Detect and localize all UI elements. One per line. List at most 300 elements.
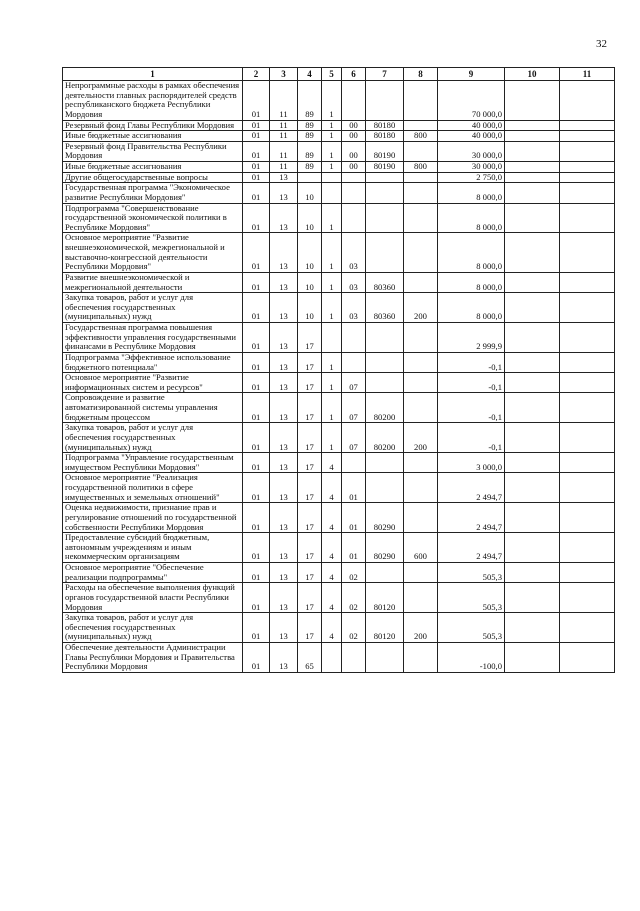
direction-code-cell: [366, 81, 404, 121]
amount-cell: -0,1: [438, 352, 505, 372]
amount-cell: 2 999,9: [438, 323, 505, 353]
col-10-cell: [505, 643, 560, 673]
col-10-cell: [505, 183, 560, 203]
amount-cell: 8 000,0: [438, 183, 505, 203]
section-code-cell: 01: [243, 162, 270, 173]
col-11-cell: [560, 352, 615, 372]
event-code-cell: 00: [342, 141, 366, 161]
row-name-cell: Государственная программа повышения эффективности управления государственными финансами в Республике Мордовия: [63, 323, 243, 353]
col-11-cell: [560, 393, 615, 423]
amount-cell: 40 000,0: [438, 120, 505, 131]
section-code-cell: 01: [243, 203, 270, 233]
program-code-cell: 65: [298, 643, 322, 673]
direction-code-cell: [366, 563, 404, 583]
event-code-cell: 07: [342, 393, 366, 423]
amount-cell: 2 494,7: [438, 503, 505, 533]
row-name-cell: Закупка товаров, работ и услуг для обеспечения государственных (муниципальных) нужд: [63, 613, 243, 643]
program-code-cell: 89: [298, 81, 322, 121]
col-11-cell: [560, 423, 615, 453]
subprogram-code-cell: 1: [322, 162, 342, 173]
subsection-code-cell: 13: [270, 613, 298, 643]
expense-type-code-cell: 200: [404, 293, 438, 323]
subsection-code-cell: 13: [270, 643, 298, 673]
expense-type-code-cell: [404, 393, 438, 423]
direction-code-cell: 80200: [366, 423, 404, 453]
col-11-cell: [560, 81, 615, 121]
row-name-cell: Основное мероприятие "Реализация государственной политики в сфере имущественных и земельных отношений": [63, 473, 243, 503]
col-11-cell: [560, 272, 615, 292]
direction-code-cell: 80290: [366, 533, 404, 563]
row-name-cell: Расходы на обеспечение выполнения функций органов государственной власти Республики Мордовия: [63, 583, 243, 613]
amount-cell: 2 750,0: [438, 172, 505, 183]
subsection-code-cell: 13: [270, 393, 298, 423]
col-10-cell: [505, 352, 560, 372]
col-10-cell: [505, 613, 560, 643]
subprogram-code-cell: [322, 172, 342, 183]
event-code-cell: 00: [342, 131, 366, 142]
budget-table: [62, 67, 615, 673]
section-code-cell: 01: [243, 81, 270, 121]
event-code-cell: [342, 453, 366, 473]
expense-type-code-cell: [404, 323, 438, 353]
program-code-cell: 17: [298, 393, 322, 423]
expense-type-code-cell: [404, 643, 438, 673]
event-code-cell: 02: [342, 563, 366, 583]
col-10-cell: [505, 141, 560, 161]
subprogram-code-cell: [322, 183, 342, 203]
amount-cell: 8 000,0: [438, 293, 505, 323]
subprogram-code-cell: 4: [322, 473, 342, 503]
amount-cell: 8 000,0: [438, 203, 505, 233]
direction-code-cell: 80120: [366, 613, 404, 643]
amount-cell: 2 494,7: [438, 473, 505, 503]
col-10-cell: [505, 373, 560, 393]
section-code-cell: 01: [243, 453, 270, 473]
col-10-cell: [505, 172, 560, 183]
subprogram-code-cell: 1: [322, 373, 342, 393]
amount-cell: -0,1: [438, 423, 505, 453]
row-name-cell: Развитие внешнеэкономической и межрегиональной деятельности: [63, 272, 243, 292]
subsection-code-cell: 13: [270, 233, 298, 273]
amount-cell: 40 000,0: [438, 131, 505, 142]
event-code-cell: 00: [342, 162, 366, 173]
subprogram-code-cell: [322, 323, 342, 353]
col-expense-type-header: 8: [404, 68, 438, 81]
row-name-cell: Подпрограмма "Эффективное использование бюджетного потенциала": [63, 352, 243, 372]
col-amount-header: 9: [438, 68, 505, 81]
event-code-cell: 01: [342, 473, 366, 503]
col-11-cell: [560, 172, 615, 183]
event-code-cell: 07: [342, 423, 366, 453]
program-code-cell: 10: [298, 272, 322, 292]
section-code-cell: 01: [243, 643, 270, 673]
subprogram-code-cell: 1: [322, 293, 342, 323]
col-11-cell: [560, 120, 615, 131]
col-10-cell: [505, 393, 560, 423]
col-10-cell: [505, 81, 560, 121]
table-row: [63, 141, 615, 161]
expense-type-code-cell: [404, 172, 438, 183]
table-row: [63, 393, 615, 423]
col-direction-header: 7: [366, 68, 404, 81]
col-11-cell: [560, 583, 615, 613]
subsection-code-cell: 13: [270, 183, 298, 203]
subprogram-code-cell: 1: [322, 131, 342, 142]
expense-type-code-cell: 600: [404, 533, 438, 563]
table-row: [63, 423, 615, 453]
program-code-cell: 17: [298, 423, 322, 453]
program-code-cell: 10: [298, 203, 322, 233]
row-name-cell: Другие общегосударственные вопросы: [63, 172, 243, 183]
program-code-cell: 17: [298, 503, 322, 533]
expense-type-code-cell: [404, 563, 438, 583]
row-name-cell: Иные бюджетные ассигнования: [63, 162, 243, 173]
program-code-cell: 17: [298, 323, 322, 353]
col-11-cell: [560, 323, 615, 353]
event-code-cell: 03: [342, 233, 366, 273]
col-10-cell: [505, 533, 560, 563]
col-name-header: 1: [63, 68, 243, 81]
col-11-header: 11: [560, 68, 615, 81]
amount-cell: 3 000,0: [438, 453, 505, 473]
subsection-code-cell: 13: [270, 473, 298, 503]
section-code-cell: 01: [243, 533, 270, 563]
table-row: [63, 272, 615, 292]
expense-type-code-cell: [404, 203, 438, 233]
program-code-cell: 89: [298, 162, 322, 173]
col-subprogram-header: 5: [322, 68, 342, 81]
section-code-cell: 01: [243, 293, 270, 323]
col-10-cell: [505, 453, 560, 473]
subsection-code-cell: 13: [270, 503, 298, 533]
direction-code-cell: [366, 172, 404, 183]
col-10-cell: [505, 162, 560, 173]
row-name-cell: Основное мероприятие "Обеспечение реализации подпрограммы": [63, 563, 243, 583]
expense-type-code-cell: [404, 183, 438, 203]
subsection-code-cell: 13: [270, 453, 298, 473]
event-code-cell: [342, 203, 366, 233]
col-11-cell: [560, 453, 615, 473]
row-name-cell: Иные бюджетные ассигнования: [63, 131, 243, 142]
direction-code-cell: 80120: [366, 583, 404, 613]
expense-type-code-cell: 200: [404, 613, 438, 643]
program-code-cell: 17: [298, 373, 322, 393]
subprogram-code-cell: 1: [322, 203, 342, 233]
program-code-cell: 17: [298, 533, 322, 563]
subsection-code-cell: 13: [270, 293, 298, 323]
direction-code-cell: 80360: [366, 293, 404, 323]
event-code-cell: 03: [342, 293, 366, 323]
section-code-cell: 01: [243, 393, 270, 423]
col-11-cell: [560, 131, 615, 142]
expense-type-code-cell: [404, 453, 438, 473]
col-10-cell: [505, 423, 560, 453]
amount-cell: -0,1: [438, 393, 505, 423]
subprogram-code-cell: 1: [322, 423, 342, 453]
amount-cell: 8 000,0: [438, 272, 505, 292]
row-name-cell: Основное мероприятие "Развитие информационных систем и ресурсов": [63, 373, 243, 393]
direction-code-cell: 80180: [366, 131, 404, 142]
subsection-code-cell: 13: [270, 423, 298, 453]
table-row: [63, 503, 615, 533]
table-row: [63, 131, 615, 142]
section-code-cell: 01: [243, 373, 270, 393]
subprogram-code-cell: 1: [322, 233, 342, 273]
subprogram-code-cell: 1: [322, 393, 342, 423]
subsection-code-cell: 13: [270, 323, 298, 353]
direction-code-cell: [366, 352, 404, 372]
expense-type-code-cell: [404, 503, 438, 533]
table-row: [63, 323, 615, 353]
table-row: [63, 352, 615, 372]
col-10-cell: [505, 203, 560, 233]
direction-code-cell: 80290: [366, 503, 404, 533]
direction-code-cell: [366, 373, 404, 393]
program-code-cell: 17: [298, 473, 322, 503]
section-code-cell: 01: [243, 172, 270, 183]
subsection-code-cell: 13: [270, 172, 298, 183]
direction-code-cell: [366, 643, 404, 673]
col-11-cell: [560, 563, 615, 583]
expense-type-code-cell: [404, 120, 438, 131]
row-name-cell: Резервный фонд Правительства Республики Мордовия: [63, 141, 243, 161]
table-body: [63, 81, 615, 673]
expense-type-code-cell: 200: [404, 423, 438, 453]
subsection-code-cell: 11: [270, 81, 298, 121]
row-name-cell: Предоставление субсидий бюджетным, автономным учреждениям и иным некоммерческим организациям: [63, 533, 243, 563]
expense-type-code-cell: [404, 272, 438, 292]
table-row: [63, 563, 615, 583]
section-code-cell: 01: [243, 583, 270, 613]
table-row: [63, 162, 615, 173]
table-row: [63, 233, 615, 273]
header-row: [63, 68, 615, 81]
col-10-cell: [505, 473, 560, 503]
col-10-cell: [505, 272, 560, 292]
subprogram-code-cell: 1: [322, 141, 342, 161]
section-code-cell: 01: [243, 141, 270, 161]
table-row: [63, 293, 615, 323]
subsection-code-cell: 13: [270, 563, 298, 583]
subsection-code-cell: 11: [270, 131, 298, 142]
direction-code-cell: [366, 183, 404, 203]
section-code-cell: 01: [243, 473, 270, 503]
page-number: 32: [596, 38, 607, 50]
col-program-header: 4: [298, 68, 322, 81]
subprogram-code-cell: 1: [322, 81, 342, 121]
program-code-cell: [298, 172, 322, 183]
direction-code-cell: [366, 323, 404, 353]
section-code-cell: 01: [243, 563, 270, 583]
direction-code-cell: 80190: [366, 141, 404, 161]
col-event-header: 6: [342, 68, 366, 81]
section-code-cell: 01: [243, 352, 270, 372]
event-code-cell: 02: [342, 583, 366, 613]
row-name-cell: Закупка товаров, работ и услуг для обеспечения государственных (муниципальных) нужд: [63, 293, 243, 323]
subsection-code-cell: 11: [270, 162, 298, 173]
table-row: [63, 583, 615, 613]
col-11-cell: [560, 162, 615, 173]
col-10-cell: [505, 323, 560, 353]
section-code-cell: 01: [243, 423, 270, 453]
subsection-code-cell: 13: [270, 352, 298, 372]
subprogram-code-cell: 1: [322, 120, 342, 131]
table-row: [63, 120, 615, 131]
amount-cell: 70 000,0: [438, 81, 505, 121]
subprogram-code-cell: 4: [322, 503, 342, 533]
amount-cell: -0,1: [438, 373, 505, 393]
row-name-cell: Подпрограмма "Совершенствование государственной экономической политики в Республике Мордовия": [63, 203, 243, 233]
col-10-cell: [505, 120, 560, 131]
col-10-header: 10: [505, 68, 560, 81]
subprogram-code-cell: 4: [322, 533, 342, 563]
program-code-cell: 10: [298, 293, 322, 323]
row-name-cell: Подпрограмма "Управление государственным имуществом Республики Мордовия": [63, 453, 243, 473]
row-name-cell: Оценка недвижимости, признание прав и регулирование отношений по государственной собственности Республики Мордовия: [63, 503, 243, 533]
amount-cell: 2 494,7: [438, 533, 505, 563]
event-code-cell: [342, 323, 366, 353]
row-name-cell: Сопровождение и развитие автоматизированной системы управления бюджетным процессом: [63, 393, 243, 423]
section-code-cell: 01: [243, 233, 270, 273]
subsection-code-cell: 13: [270, 373, 298, 393]
section-code-cell: 01: [243, 183, 270, 203]
table-row: [63, 203, 615, 233]
section-code-cell: 01: [243, 503, 270, 533]
col-section-header: 2: [243, 68, 270, 81]
event-code-cell: [342, 81, 366, 121]
event-code-cell: 03: [342, 272, 366, 292]
table-row: [63, 613, 615, 643]
table-row: [63, 643, 615, 673]
section-code-cell: 01: [243, 613, 270, 643]
row-name-cell: Резервный фонд Главы Республики Мордовия: [63, 120, 243, 131]
col-11-cell: [560, 183, 615, 203]
direction-code-cell: [366, 233, 404, 273]
table-row: [63, 453, 615, 473]
event-code-cell: 07: [342, 373, 366, 393]
program-code-cell: 89: [298, 120, 322, 131]
subsection-code-cell: 13: [270, 583, 298, 613]
subsection-code-cell: 11: [270, 120, 298, 131]
table-row: [63, 373, 615, 393]
col-11-cell: [560, 233, 615, 273]
amount-cell: 8 000,0: [438, 233, 505, 273]
subprogram-code-cell: 4: [322, 583, 342, 613]
direction-code-cell: [366, 453, 404, 473]
direction-code-cell: 80200: [366, 393, 404, 423]
event-code-cell: [342, 172, 366, 183]
col-11-cell: [560, 533, 615, 563]
expense-type-code-cell: [404, 583, 438, 613]
amount-cell: 30 000,0: [438, 141, 505, 161]
expense-type-code-cell: [404, 473, 438, 503]
row-name-cell: Государственная программа "Экономическое развитие Республики Мордовия": [63, 183, 243, 203]
direction-code-cell: [366, 203, 404, 233]
program-code-cell: 17: [298, 583, 322, 613]
col-subsection-header: 3: [270, 68, 298, 81]
col-10-cell: [505, 563, 560, 583]
col-10-cell: [505, 131, 560, 142]
expense-type-code-cell: [404, 81, 438, 121]
col-10-cell: [505, 583, 560, 613]
subsection-code-cell: 13: [270, 272, 298, 292]
col-11-cell: [560, 141, 615, 161]
amount-cell: 505,3: [438, 583, 505, 613]
event-code-cell: 01: [342, 533, 366, 563]
direction-code-cell: 80180: [366, 120, 404, 131]
amount-cell: 30 000,0: [438, 162, 505, 173]
col-11-cell: [560, 613, 615, 643]
program-code-cell: 17: [298, 613, 322, 643]
table-row: [63, 81, 615, 121]
subsection-code-cell: 13: [270, 203, 298, 233]
table-row: [63, 473, 615, 503]
section-code-cell: 01: [243, 120, 270, 131]
subsection-code-cell: 11: [270, 141, 298, 161]
col-11-cell: [560, 503, 615, 533]
program-code-cell: 10: [298, 233, 322, 273]
section-code-cell: 01: [243, 272, 270, 292]
event-code-cell: 01: [342, 503, 366, 533]
program-code-cell: 17: [298, 563, 322, 583]
row-name-cell: Закупка товаров, работ и услуг для обеспечения государственных (муниципальных) нужд: [63, 423, 243, 453]
amount-cell: 505,3: [438, 613, 505, 643]
subprogram-code-cell: 1: [322, 352, 342, 372]
program-code-cell: 10: [298, 183, 322, 203]
col-10-cell: [505, 293, 560, 323]
event-code-cell: [342, 643, 366, 673]
event-code-cell: 00: [342, 120, 366, 131]
subsection-code-cell: 13: [270, 533, 298, 563]
col-10-cell: [505, 233, 560, 273]
col-11-cell: [560, 203, 615, 233]
row-name-cell: Обеспечение деятельности Администрации Главы Республики Мордовия и Правительства Республики Мордовия: [63, 643, 243, 673]
direction-code-cell: 80360: [366, 272, 404, 292]
event-code-cell: [342, 352, 366, 372]
amount-cell: -100,0: [438, 643, 505, 673]
subprogram-code-cell: [322, 643, 342, 673]
direction-code-cell: [366, 473, 404, 503]
col-11-cell: [560, 473, 615, 503]
expense-type-code-cell: 800: [404, 162, 438, 173]
table-header: [63, 68, 615, 81]
subprogram-code-cell: 4: [322, 613, 342, 643]
amount-cell: 505,3: [438, 563, 505, 583]
expense-type-code-cell: 800: [404, 131, 438, 142]
section-code-cell: 01: [243, 131, 270, 142]
program-code-cell: 89: [298, 131, 322, 142]
program-code-cell: 17: [298, 352, 322, 372]
col-11-cell: [560, 643, 615, 673]
expense-type-code-cell: [404, 352, 438, 372]
direction-code-cell: 80190: [366, 162, 404, 173]
col-10-cell: [505, 503, 560, 533]
table-row: [63, 183, 615, 203]
expense-type-code-cell: [404, 141, 438, 161]
table-row: [63, 172, 615, 183]
subprogram-code-cell: 4: [322, 563, 342, 583]
col-11-cell: [560, 293, 615, 323]
subprogram-code-cell: 1: [322, 272, 342, 292]
program-code-cell: 89: [298, 141, 322, 161]
row-name-cell: Основное мероприятие "Развитие внешнеэкономической, межрегиональной и выставочно-конгрессной деятельности Республики Мордовия": [63, 233, 243, 273]
row-name-cell: Непрограммные расходы в рамках обеспечения деятельности главных распорядителей средств республиканского бюджета Республики Мордовия: [63, 81, 243, 121]
event-code-cell: 02: [342, 613, 366, 643]
col-11-cell: [560, 373, 615, 393]
expense-type-code-cell: [404, 373, 438, 393]
program-code-cell: 17: [298, 453, 322, 473]
subprogram-code-cell: 4: [322, 453, 342, 473]
